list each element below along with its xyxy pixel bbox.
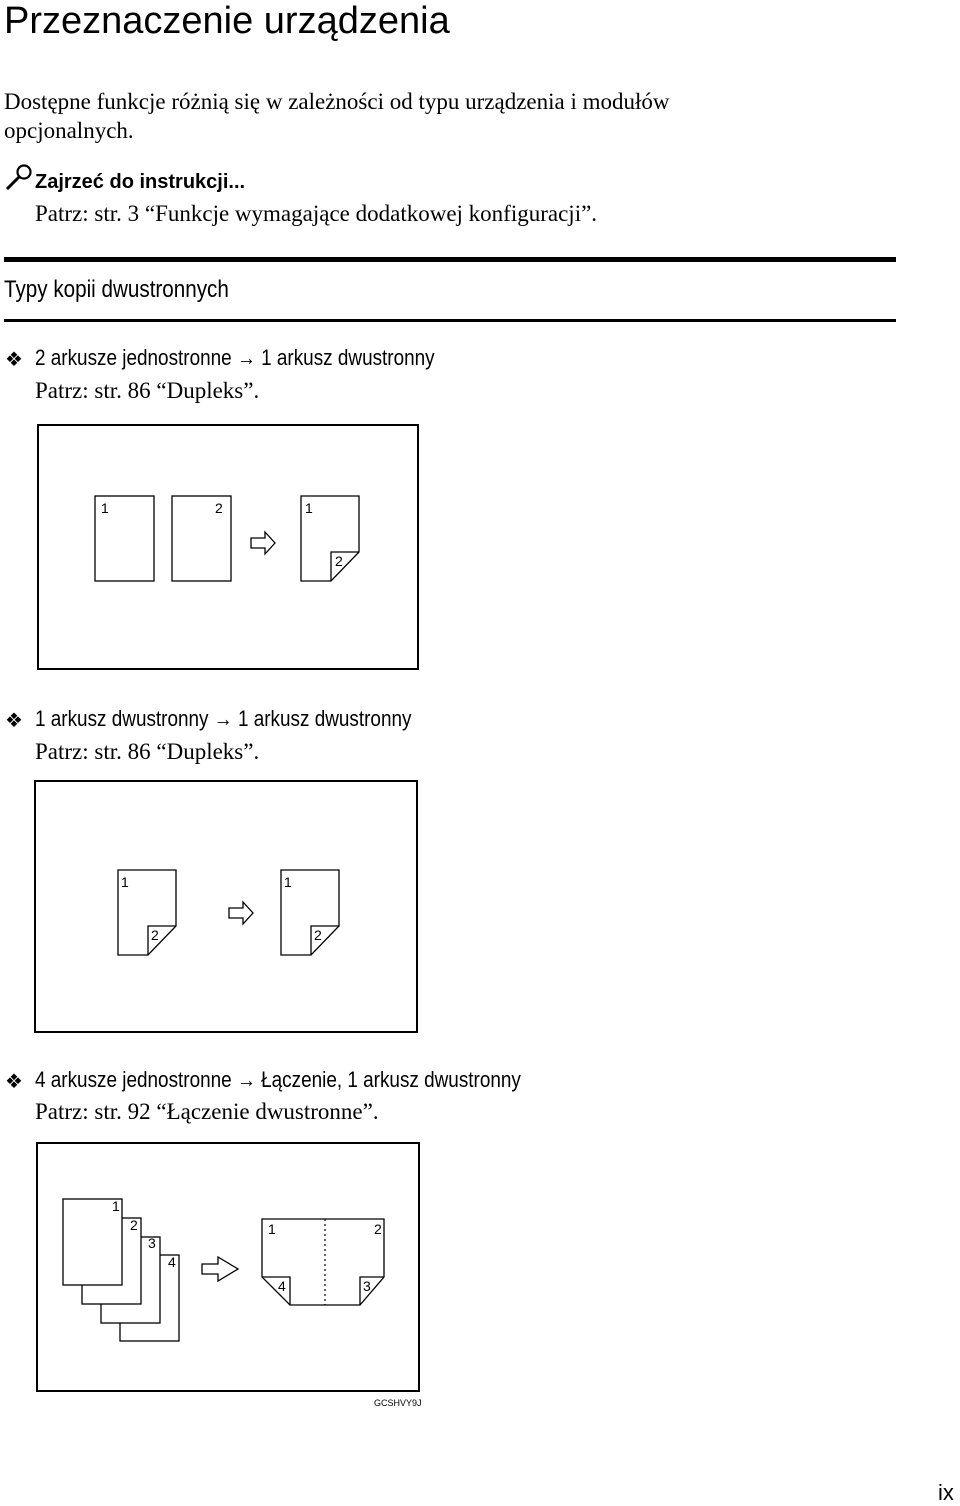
sheet-1-label: 1: [112, 1198, 120, 1214]
intro-line-2: opcjonalnych.: [4, 118, 134, 143]
arrow-icon: [251, 532, 275, 554]
magnifier-icon: [4, 163, 34, 193]
duplex-back-label: 2: [335, 553, 343, 569]
section-rule-top: [4, 257, 896, 262]
duplex-front-label: 1: [305, 500, 313, 516]
item-3-heading: 4 arkusze jednostronne → Łączenie, 1 arkusz dwustronny: [35, 1067, 521, 1092]
diagram-2-to-1-duplex: [37, 424, 419, 670]
arrow-icon: [229, 902, 253, 924]
diagram-duplex-to-duplex: [34, 780, 418, 1033]
item-1-heading: 2 arkusze jednostronne → 1 arkusz dwustronny: [35, 345, 435, 370]
result-back-label: 2: [314, 927, 322, 943]
combined-label-3: 3: [363, 1278, 371, 1294]
item-2-reference: Patrz: str. 86 “Dupleks”.: [35, 739, 260, 764]
bullet-icon: ❖: [5, 708, 23, 732]
section-rule-bottom: [4, 319, 896, 322]
bullet-icon: ❖: [5, 347, 23, 371]
combined-label-4: 4: [278, 1278, 286, 1294]
result-front-label: 1: [284, 874, 292, 890]
sheet-2-label: 2: [215, 500, 223, 516]
combined-label-2: 2: [374, 1221, 382, 1237]
sheet-1-label: 1: [101, 500, 109, 516]
item-3-reference: Patrz: str. 92 “Łączenie dwustronne”.: [35, 1099, 379, 1124]
source-front-label: 1: [121, 874, 129, 890]
reference-text: Patrz: str. 3 “Funkcje wymagające dodatkowej konfiguracji”.: [35, 201, 598, 226]
sheet-3-label: 3: [148, 1235, 156, 1251]
page-number: ix: [938, 1480, 954, 1505]
bullet-icon: ❖: [5, 1069, 23, 1093]
sheet-4-label: 4: [168, 1254, 176, 1270]
section-title: Typy kopii dwustronnych: [4, 276, 229, 303]
combined-label-1: 1: [268, 1221, 276, 1237]
intro-line-1: Dostępne funkcje różnią się w zależności od typu urządzenia i modułów: [4, 89, 670, 114]
sheet-2-label: 2: [130, 1217, 138, 1233]
source-back-label: 2: [151, 927, 159, 943]
item-2-heading: 1 arkusz dwustronny → 1 arkusz dwustronny: [35, 706, 412, 731]
figure-code-label: GCSHVY9J: [374, 1398, 422, 1408]
page-title: Przeznaczenie urządzenia: [4, 0, 450, 42]
item-1-reference: Patrz: str. 86 “Dupleks”.: [35, 378, 260, 403]
arrow-icon: [202, 1257, 238, 1281]
diagram-combine-duplex: [36, 1142, 420, 1392]
reference-label: Zajrzeć do instrukcji...: [35, 171, 246, 193]
